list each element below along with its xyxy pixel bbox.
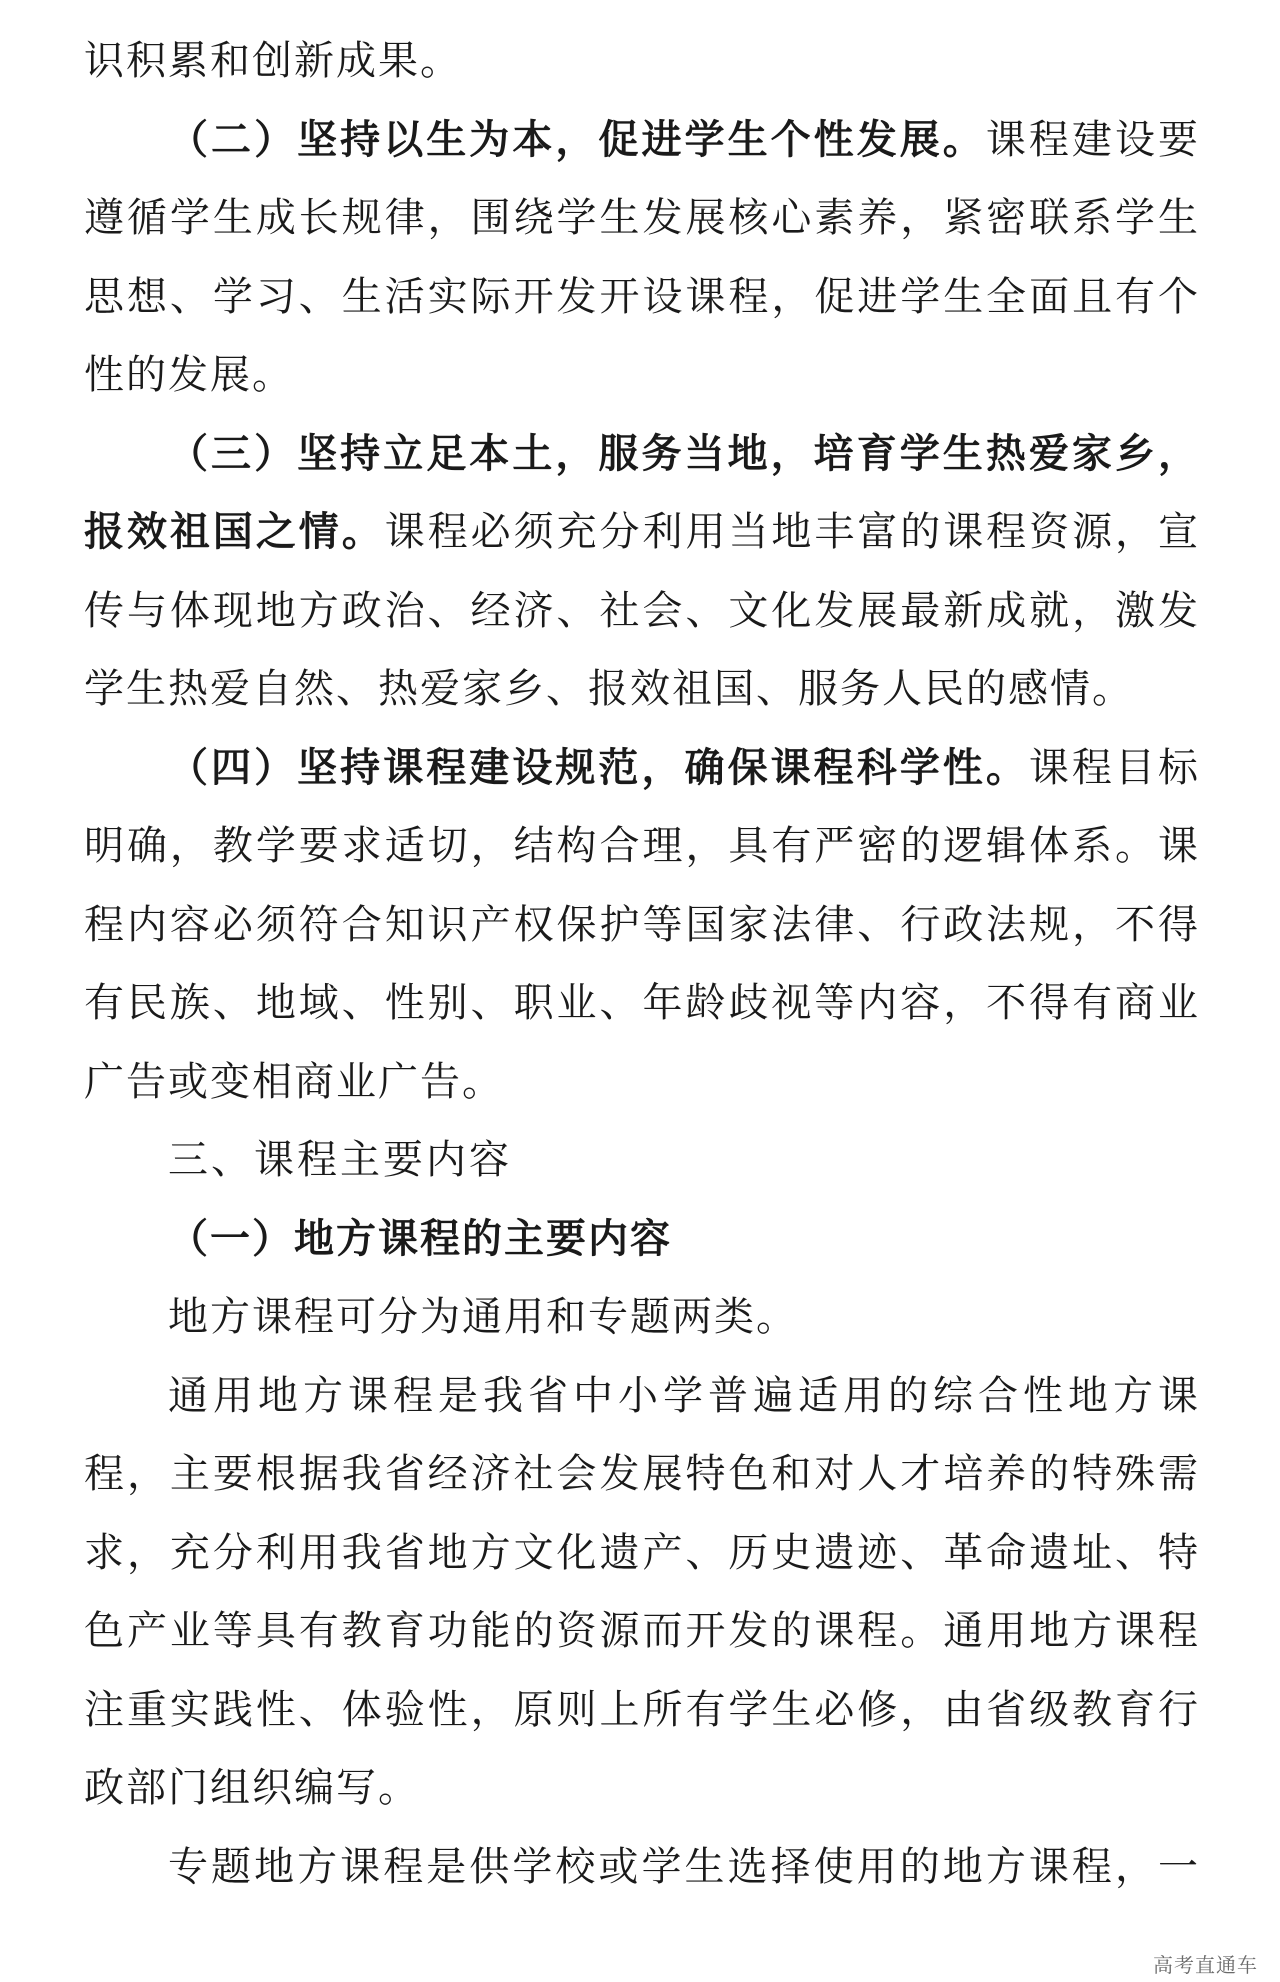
text-line: [84, 650, 1200, 729]
text-segment: 课程必须充分利用当地丰富的课程资源，宣: [384, 509, 1201, 555]
text-segment: 有民族、地域、性别、职业、年龄歧视等内容，不得有商业: [84, 980, 1200, 1026]
text-line: [84, 179, 1200, 258]
text-segment: 色产业等具有教育功能的资源而开发的课程。通用地方课程: [84, 1608, 1200, 1654]
bold-text-segment: （一）地方课程的主要内容: [168, 1214, 672, 1262]
text-line: [84, 1357, 1200, 1436]
text-line: [84, 1514, 1200, 1593]
text-line: [84, 1278, 1200, 1357]
text-line: [84, 1592, 1200, 1671]
text-line: [84, 1671, 1200, 1750]
text-segment: 性的发展。: [84, 352, 294, 398]
bold-text-segment: 报效祖国之情。: [84, 508, 385, 555]
text-segment: 明确，教学要求适切，结构合理，具有严密的逻辑体系。课: [84, 823, 1200, 869]
text-segment: 传与体现地方政治、经济、社会、文化发展最新成就，激发: [84, 587, 1200, 634]
text-line: [84, 258, 1200, 337]
text-segment: 通用地方课程是我省中小学普遍适用的综合性地方课: [168, 1372, 1200, 1419]
text-segment: 广告或变相商业广告。: [84, 1058, 504, 1105]
bold-text-segment: （四）坚持课程建设规范，确保课程科学性。: [168, 743, 1029, 791]
text-segment: 课程建设要: [985, 116, 1201, 163]
text-line: [84, 886, 1200, 965]
text-segment: 三、课程主要内容: [168, 1137, 512, 1183]
text-segment: 专题地方课程是供学校或学生选择使用的地方课程，一: [168, 1843, 1200, 1890]
text-segment: 程内容必须符合知识产权保护等国家法律、行政法规，不得: [84, 901, 1200, 948]
bold-text-segment: （二）坚持以生为本，促进学生个性发展。: [168, 115, 986, 163]
text-line: [84, 1200, 1200, 1279]
text-line: [84, 493, 1200, 572]
text-segment: 学生热爱自然、热爱家乡、报效祖国、服务人民的感情。: [84, 666, 1134, 712]
text-line: [84, 22, 1200, 101]
text-segment: 遵循学生成长规律，围绕学生发展核心素养，紧密联系学生: [84, 195, 1200, 241]
text-line: [84, 1828, 1200, 1907]
text-segment: 识积累和创新成果。: [84, 38, 462, 84]
text-line: [84, 101, 1200, 180]
text-line: [84, 807, 1200, 886]
text-segment: 地方课程可分为通用和专题两类。: [168, 1294, 798, 1340]
text-segment: 政部门组织编写。: [84, 1765, 420, 1811]
bold-text-segment: （三）坚持立足本土，服务当地，培育学生热爱家乡，: [168, 429, 1200, 477]
section-heading: [84, 1121, 1200, 1200]
text-segment: 注重实践性、体验性，原则上所有学生必修，由省级教育行: [84, 1686, 1200, 1733]
text-line: [84, 1749, 1200, 1828]
text-line: [84, 415, 1200, 494]
text-line: [84, 964, 1200, 1043]
text-segment: 思想、学习、生活实际开发开设课程，促进学生全面且有个: [84, 273, 1200, 320]
text-line: [84, 572, 1200, 651]
text-segment: 求，充分利用我省地方文化遗产、历史遗迹、革命遗址、特: [84, 1529, 1200, 1576]
text-line: [84, 336, 1200, 415]
document-body: [84, 22, 1200, 1906]
text-line: [84, 1043, 1200, 1122]
text-line: [84, 1435, 1200, 1514]
text-segment: 程，主要根据我省经济社会发展特色和对人才培养的特殊需: [84, 1451, 1200, 1497]
watermark: 高考直通车: [1153, 1953, 1258, 1977]
text-segment: 课程目标: [1028, 744, 1201, 791]
text-line: [84, 729, 1200, 808]
